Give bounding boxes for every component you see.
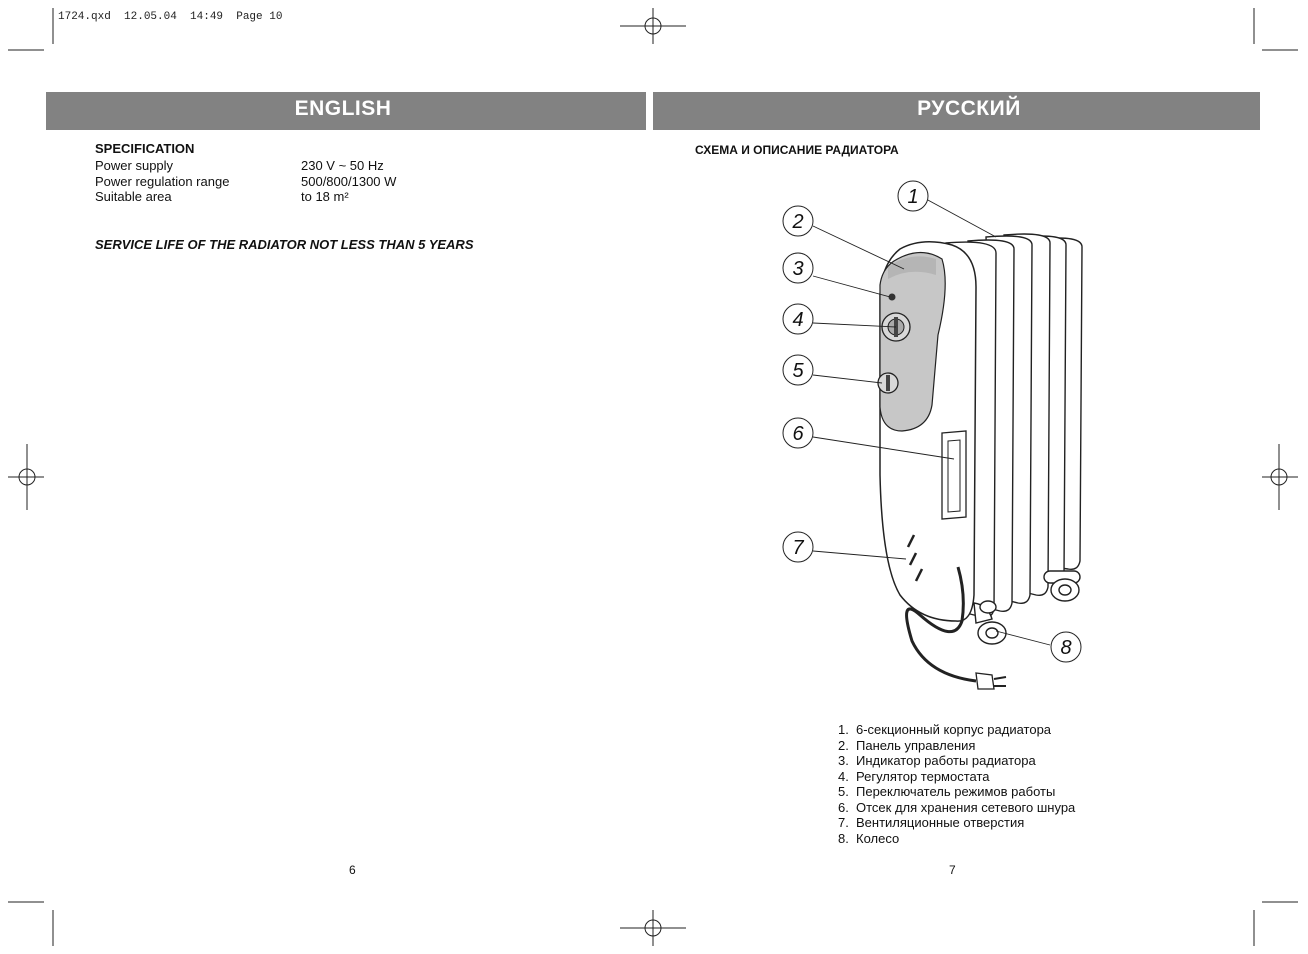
print-slug: 1724.qxd 12.05.04 14:49 Page 10 xyxy=(58,11,283,23)
part-text: Переключатель режимов работы xyxy=(856,784,1056,799)
spec-label: Power supply xyxy=(95,158,174,173)
list-item xyxy=(838,784,1075,800)
spec-value: to 18 m² xyxy=(301,189,349,204)
callout-1: 1 xyxy=(907,186,919,208)
russian-header-band xyxy=(653,92,1260,130)
spec-label: Suitable area xyxy=(95,189,172,204)
english-header-title: ENGLISH xyxy=(294,97,392,120)
specification-title: SPECIFICATION xyxy=(95,141,195,156)
parts-list xyxy=(838,722,1075,846)
part-text: Колесо xyxy=(856,830,900,846)
spec-label: Power regulation range xyxy=(95,173,230,189)
part-text: Отсек для хранения сетевого шнура xyxy=(856,799,1076,815)
spec-value: 230 V ~ 50 Hz xyxy=(301,158,384,173)
part-text: Регулятор термостата xyxy=(856,768,990,784)
specification-table xyxy=(95,158,495,205)
part-number: 3. xyxy=(838,753,849,768)
callout-5: 5 xyxy=(792,360,804,382)
callout-3: 3 xyxy=(792,258,804,280)
radiator-diagram xyxy=(770,175,1100,705)
part-number: 1. xyxy=(838,722,849,737)
part-number: 6. xyxy=(838,799,849,815)
part-text: 6-секционный корпус радиатора xyxy=(856,722,1052,737)
part-number: 7. xyxy=(838,815,849,830)
part-number: 8. xyxy=(838,830,849,846)
callout-4: 4 xyxy=(792,309,804,331)
service-life-note: SERVICE LIFE OF THE RADIATOR NOT LESS THAN 5 YEARS xyxy=(95,237,474,252)
list-item xyxy=(838,800,1075,816)
spec-row xyxy=(95,174,495,190)
list-item xyxy=(838,753,1075,769)
part-text: Индикатор работы радиатора xyxy=(856,753,1036,768)
part-text: Вентиляционные отверстия xyxy=(856,815,1025,830)
callout-8: 8 xyxy=(1060,637,1072,659)
page-number-right: 7 xyxy=(949,863,956,877)
list-item xyxy=(838,769,1075,785)
spec-row xyxy=(95,189,495,205)
list-item xyxy=(838,831,1075,847)
list-item xyxy=(838,738,1075,754)
part-number: 5. xyxy=(838,784,849,799)
callout-7: 7 xyxy=(792,537,804,559)
diagram-heading: СХЕМА И ОПИСАНИЕ РАДИАТОРА xyxy=(695,143,899,157)
page-number-left: 6 xyxy=(349,863,356,877)
list-item xyxy=(838,722,1075,738)
callout-6: 6 xyxy=(792,423,804,445)
part-number: 2. xyxy=(838,737,849,753)
callout-2: 2 xyxy=(792,211,804,233)
spec-row xyxy=(95,158,495,174)
part-text: Панель управления xyxy=(856,737,976,753)
english-header-band xyxy=(46,92,646,130)
russian-header-title: РУССКИЙ xyxy=(917,97,1021,120)
list-item xyxy=(838,815,1075,831)
spec-value: 500/800/1300 W xyxy=(301,173,397,189)
part-number: 4. xyxy=(838,768,849,784)
